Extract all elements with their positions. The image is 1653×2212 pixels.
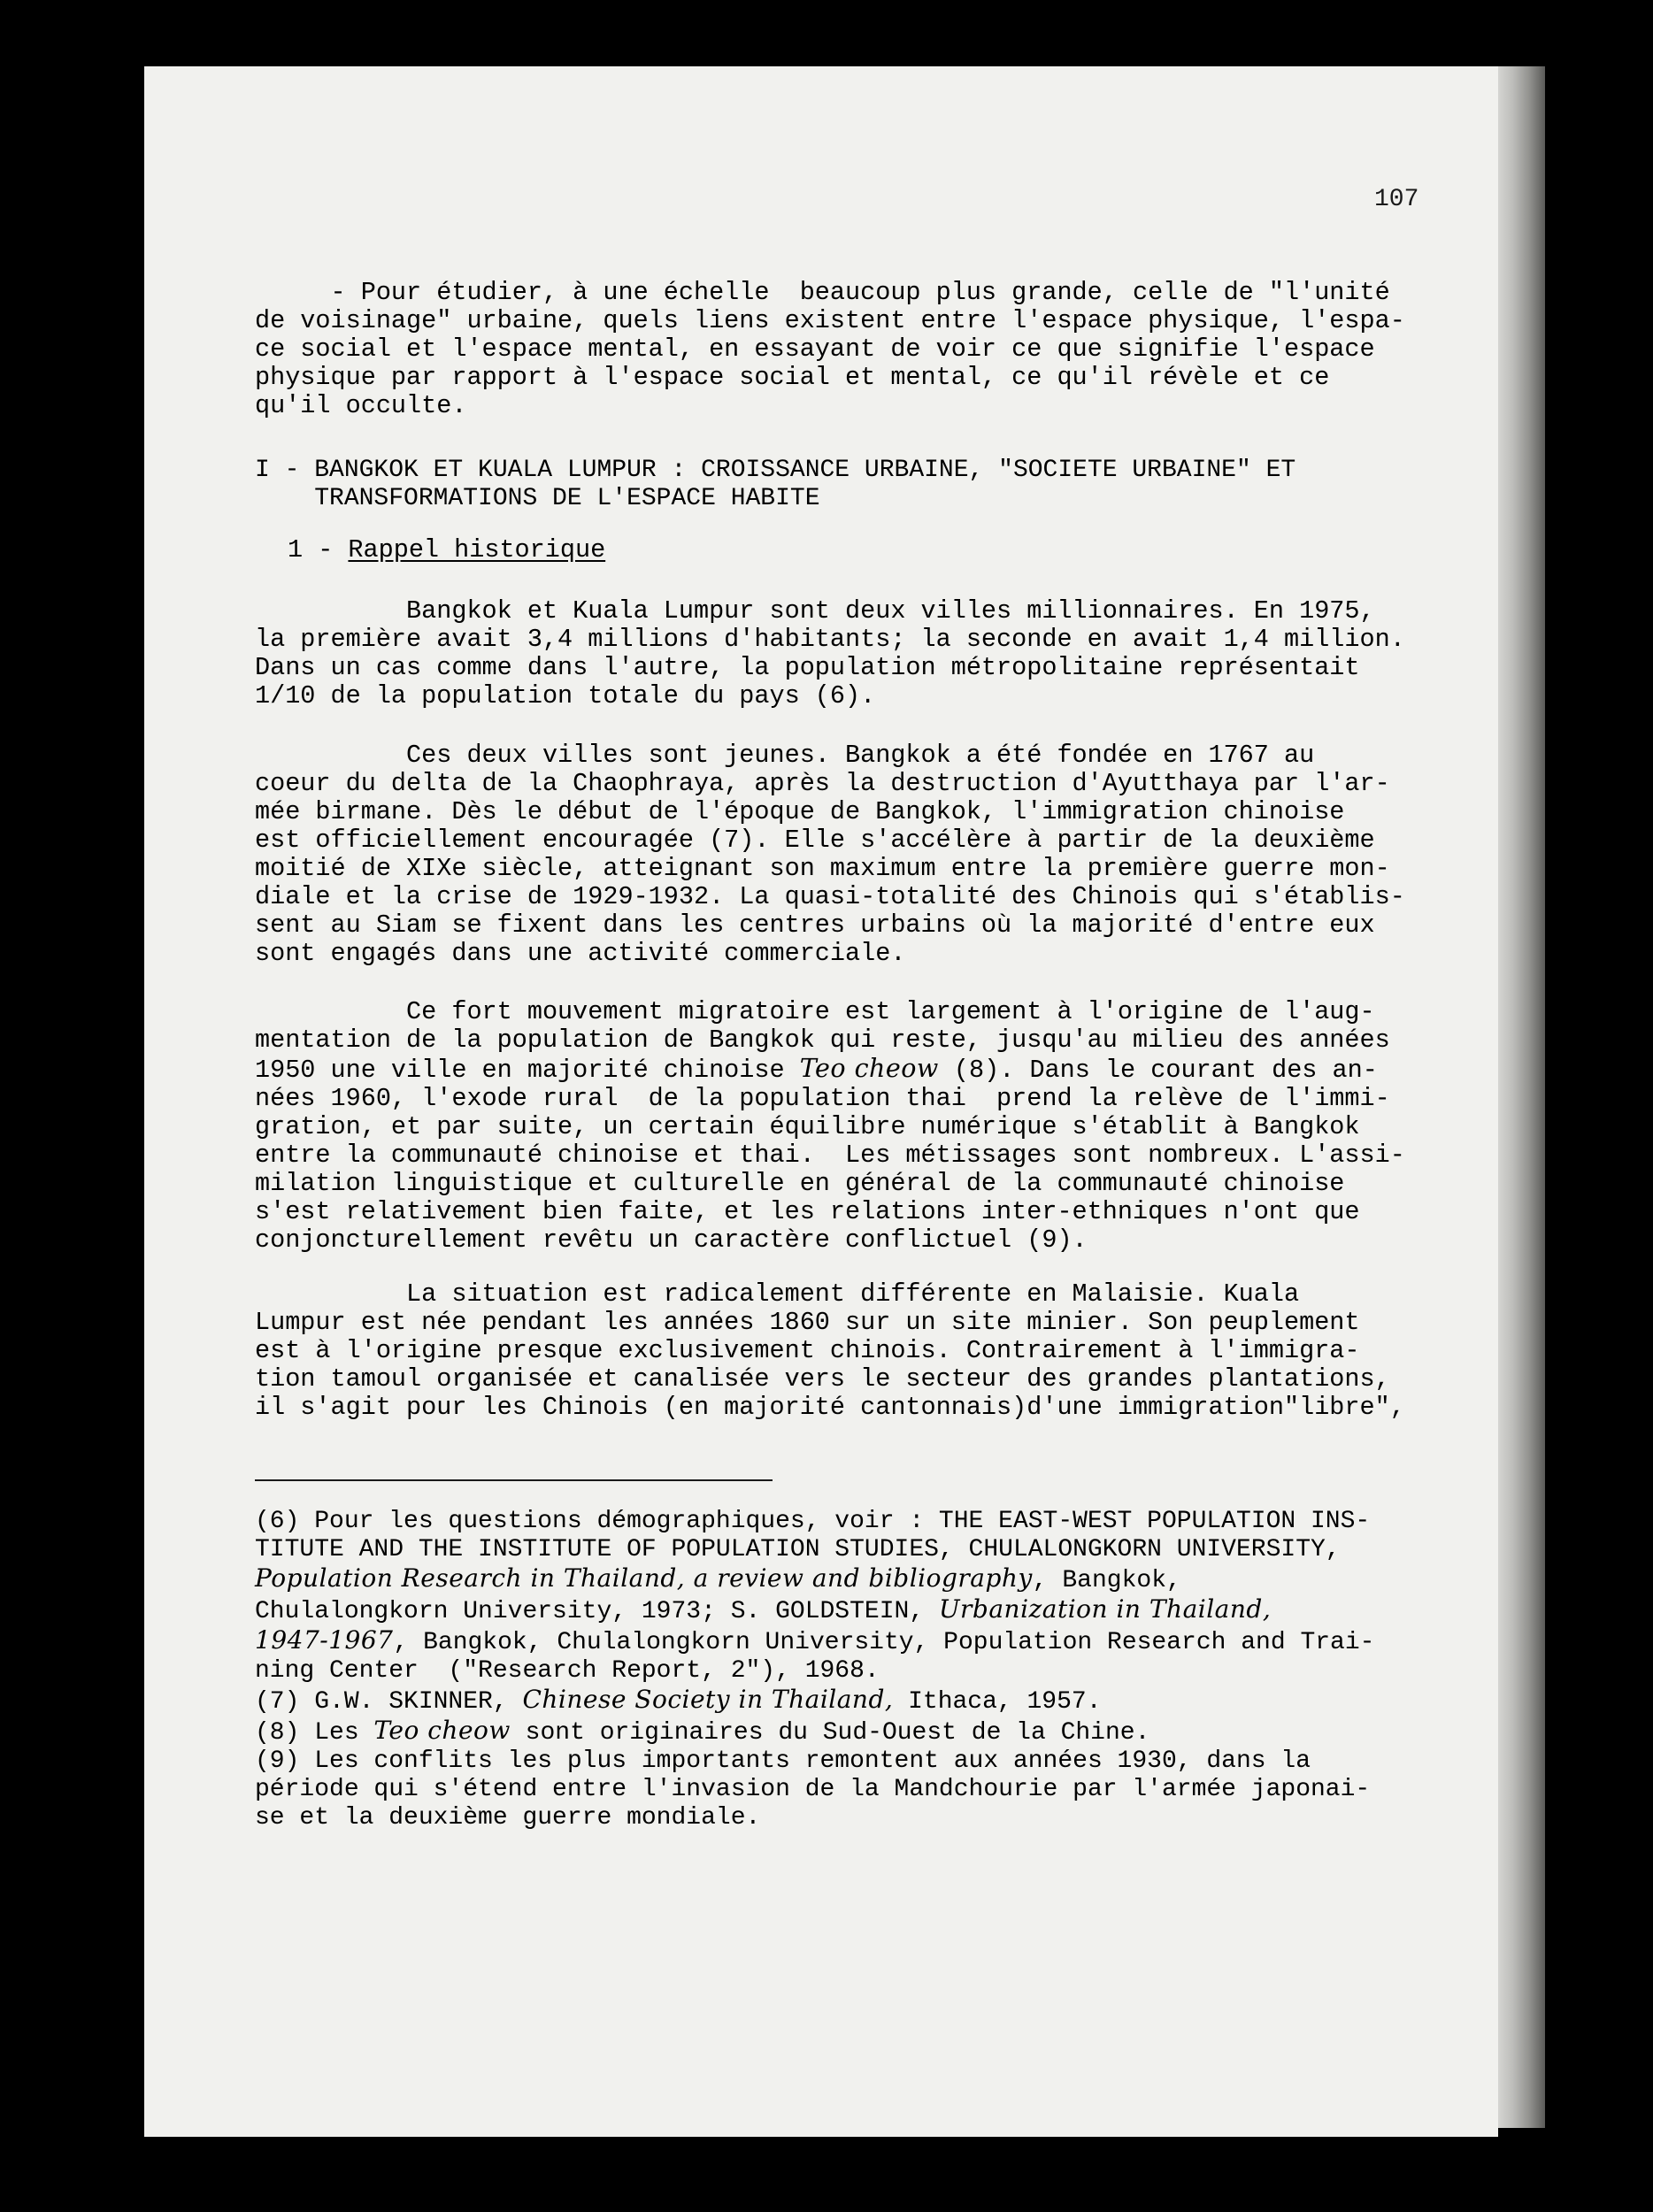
text-line: ce social et l'espace mental, en essayant de voir ce que signifie l'espace (255, 334, 1375, 364)
footnote-line (255, 1686, 1343, 1717)
text-line: Ces deux villes sont jeunes. Bangkok a été fondée en 1767 au (255, 741, 1315, 770)
text-run: sont originaires du Sud-Ouest de la Chine. (510, 1719, 1150, 1747)
page-edge-stack (1495, 66, 1545, 2128)
text-line: coeur du delta de la Chaophraya, après la destruction d'Ayutthaya par l'ar- (255, 769, 1390, 798)
italic-title: Population Research in Thailand, a review and bibliography (255, 1563, 1033, 1593)
text-line: il s'agit pour les Chinois (en majorité cantonnais)d'une immigration"libre", (255, 1393, 1405, 1422)
intro-paragraph (255, 278, 1405, 420)
text-run: , Bangkok, Chulalongkorn University, Population Research and Trai- (393, 1629, 1375, 1656)
text-line: 1/10 de la population totale du pays (6). (255, 681, 876, 710)
subsection-number: 1 - (288, 535, 349, 565)
text-run: Ithaca, 1957. (893, 1688, 1102, 1716)
text-line: milation linguistique et culturelle en général de la communauté chinoise (255, 1169, 1345, 1198)
italic-title: Urbanization in Thailand, (938, 1594, 1272, 1624)
text-line: Lumpur est née pendant les années 1860 sur un site minier. Son peuplement (255, 1308, 1360, 1337)
paragraph-2 (255, 741, 1405, 968)
text-line: est officiellement encouragée (7). Elle s'accélère à partir de la deuxième (255, 826, 1375, 855)
footnote-line: ning Center ("Research Report, 2"), 1968. (255, 1657, 880, 1685)
text-run: , Bangkok, (1032, 1567, 1181, 1594)
italic-title: Chinese Society in Thailand, (522, 1685, 894, 1714)
text-line: s'est relativement bien faite, et les relations inter-ethniques n'ont que (255, 1197, 1360, 1226)
text-line: de voisinage" urbaine, quels liens existent entre l'espace physique, l'espa- (255, 306, 1405, 335)
text-line: diale et la crise de 1929-1932. La quasi-totalité des Chinois qui s'établis- (255, 882, 1405, 911)
text-line: gration, et par suite, un certain équilibre numérique s'établit à Bangkok (255, 1112, 1360, 1141)
paragraph-3 (255, 997, 1405, 1255)
text-line: tion tamoul organisée et canalisée vers le secteur des grandes plantations, (255, 1364, 1390, 1394)
text-line (255, 1054, 1378, 1085)
text-line: est à l'origine presque exclusivement chinois. Contrairement à l'immigra- (255, 1336, 1360, 1365)
paragraph-4 (255, 1279, 1405, 1422)
text-line: entre la communauté chinoise et thai. Les métissages sont nombreux. L'assi- (255, 1141, 1405, 1170)
text-line: la première avait 3,4 millions d'habitants; la seconde en avait 1,4 million. (255, 625, 1405, 654)
text-line: mentation de la population de Bangkok qui reste, jusqu'au milieu des années (255, 1025, 1390, 1055)
text-line: nées 1960, l'exode rural de la population thai prend la relève de l'immi- (255, 1084, 1390, 1113)
footnote-line: TITUTE AND THE INSTITUTE OF POPULATION STUDIES, CHULALONGKORN UNIVERSITY, (255, 1536, 1341, 1563)
text-run: 1950 une ville en majorité chinoise (255, 1056, 800, 1085)
text-line: sent au Siam se fixent dans les centres urbains où la majorité d'entre eux (255, 910, 1375, 940)
subsection-heading (288, 536, 605, 565)
text-run: Chulalongkorn University, 1973; S. GOLDSTEIN, (255, 1598, 939, 1625)
footnote-line: (9) Les conflits les plus importants remontent aux années 1930, dans la (255, 1747, 1311, 1775)
page-number: 107 (1374, 186, 1419, 213)
text-line: Ce fort mouvement migratoire est largement à l'origine de l'aug- (255, 997, 1375, 1026)
text-line: sont engagés dans une activité commerciale. (255, 939, 906, 968)
section-heading-line2: TRANSFORMATIONS DE L'ESPACE HABITE (255, 485, 820, 512)
text-run: (8) Les (255, 1719, 374, 1747)
text-line: mée birmane. Dès le début de l'époque de Bangkok, l'immigration chinoise (255, 797, 1345, 826)
text-line: conjoncturellement revêtu un caractère conflictuel (9). (255, 1225, 1088, 1255)
text-run: (8). Dans le courant des an- (938, 1056, 1378, 1085)
text-run: (7) G.W. SKINNER, (255, 1688, 523, 1716)
section-heading-line1: I - BANGKOK ET KUALA LUMPUR : CROISSANCE URBAINE, "SOCIETE URBAINE" ET (255, 457, 1296, 484)
italic-title: 1947-1967 (255, 1625, 394, 1655)
text-line: Dans un cas comme dans l'autre, la population métropolitaine représentait (255, 653, 1360, 682)
italic-term: Teo cheow (799, 1054, 939, 1083)
subsection-title: Rappel historique (348, 535, 606, 565)
footnote-line (255, 1625, 1375, 1657)
text-line: physique par rapport à l'espace social et mental, ce qu'il révèle et ce (255, 363, 1330, 392)
italic-term: Teo cheow (373, 1716, 511, 1745)
text-line: La situation est radicalement différente en Malaisie. Kuala (255, 1279, 1300, 1309)
text-line: qu'il occulte. (255, 391, 467, 420)
text-line: Bangkok et Kuala Lumpur sont deux villes millionnaires. En 1975, (255, 596, 1375, 626)
text-line: moitié de XIXe siècle, atteignant son maximum entre la première guerre mon- (255, 854, 1390, 883)
footnote-line: se et la deuxième guerre mondiale. (255, 1804, 761, 1832)
footnote-line: période qui s'étend entre l'invasion de la Mandchourie par l'armée japonai- (255, 1776, 1371, 1803)
footnote-line (255, 1717, 1343, 1747)
footnotes (255, 1508, 1375, 1832)
paragraph-1 (255, 596, 1405, 710)
footnote-line: (6) Pour les questions démographiques, voir : THE EAST-WEST POPULATION INS- (255, 1508, 1371, 1535)
footnote-line (255, 1595, 1343, 1626)
footnote-rule (255, 1479, 773, 1481)
text-line: - Pour étudier, à une échelle beaucoup plus grande, celle de "l'unité (255, 278, 1390, 307)
footnote-line (255, 1564, 1343, 1595)
